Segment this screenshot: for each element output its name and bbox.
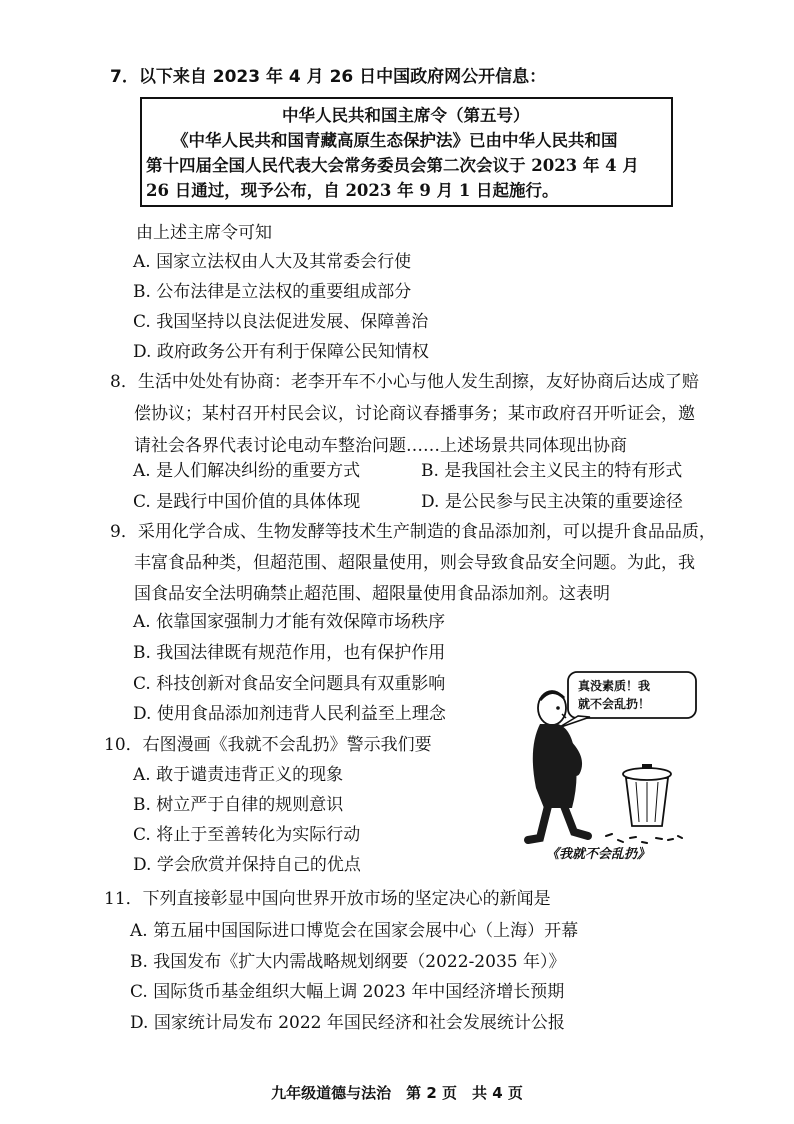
q10-option-c: C. 将止于至善转化为实际行动 — [133, 825, 361, 845]
q8-stem-1: 8．生活中处处有协商：老李开车不小心与他人发生刮擦，友好协商后达成了赔 — [110, 372, 699, 392]
cartoon-caption: 《我就不会乱扔》 — [546, 847, 651, 862]
q7-option-c: C. 我国坚持以良法促进发展、保障善治 — [133, 312, 429, 332]
speech-line-2: 就不会乱扔！ — [578, 697, 651, 711]
q9-option-a: A. 依靠国家强制力才能有效保障市场秩序 — [133, 612, 446, 632]
decree-line-3: 26 日通过，现予公布，自 2023 年 9 月 1 日起施行。 — [146, 181, 559, 200]
q7-option-a: A. 国家立法权由人大及其常委会行使 — [133, 252, 412, 272]
q8-stem-3: 请社会各界代表讨论电动车整治问题……上述场景共同体现出协商 — [134, 436, 627, 456]
q7-option-d: D. 政府政务公开有利于保障公民知情权 — [133, 342, 429, 362]
q9-stem-1: 9．采用化学合成、生物发酵等技术生产制造的食品添加剂，可以提升食品品质， — [110, 522, 716, 542]
q10-option-a: A. 敢于谴责违背正义的现象 — [133, 765, 344, 785]
speech-line-1: 真没素质！我 — [578, 679, 651, 693]
decree-title: 中华人民共和国主席令（第五号） — [282, 106, 530, 125]
q8-option-b: B. 是我国社会主义民主的特有形式 — [421, 461, 683, 481]
q9-stem-2: 丰富食品种类，但超范围、超限量使用，则会导致食品安全问题。为此，我 — [134, 553, 695, 573]
q8-option-c: C. 是践行中国价值的具体体现 — [133, 492, 361, 512]
q7-stem: 7．以下来自 2023 年 4 月 26 日中国政府网公开信息： — [110, 67, 547, 87]
decree-line-2: 第十四届全国人民代表大会常务委员会第二次会议于 2023 年 4 月 — [146, 156, 639, 175]
q10-stem: 10．右图漫画《我就不会乱扔》警示我们要 — [104, 735, 432, 755]
q11-option-b: B. 我国发布《扩大内需战略规划纲要（2022-2035 年）》 — [130, 952, 566, 972]
q10-option-d: D. 学会欣赏并保持自己的优点 — [133, 855, 361, 875]
q10-option-b: B. 树立严于自律的规则意识 — [133, 795, 344, 815]
q8-stem-2: 偿协议；某村召开村民会议，讨论商议春播事务；某市政府召开听证会，邀 — [134, 404, 695, 424]
page-footer: 九年级道德与法治 第 2 页 共 4 页 — [271, 1084, 523, 1102]
q9-stem-3: 国食品安全法明确禁止超范围、超限量使用食品添加剂。这表明 — [134, 584, 610, 604]
cartoon-illustration — [518, 668, 698, 864]
q11-option-a: A. 第五届中国国际进口博览会在国家会展中心（上海）开幕 — [130, 921, 579, 941]
q8-option-d: D. 是公民参与民主决策的重要途径 — [421, 492, 683, 512]
q11-stem: 11．下列直接彰显中国向世界开放市场的坚定决心的新闻是 — [104, 889, 551, 909]
q9-option-b: B. 我国法律既有规范作用，也有保护作用 — [133, 643, 446, 663]
q9-option-c: C. 科技创新对食品安全问题具有双重影响 — [133, 674, 446, 694]
q9-option-d: D. 使用食品添加剂违背人民利益至上理念 — [133, 704, 446, 724]
decree-line-1: 《中华人民共和国青藏高原生态保护法》已由中华人民共和国 — [172, 131, 618, 150]
q8-option-a: A. 是人们解决纠纷的重要方式 — [133, 461, 361, 481]
q11-option-c: C. 国际货币基金组织大幅上调 2023 年中国经济增长预期 — [130, 982, 565, 1002]
q7-lead: 由上述主席令可知 — [136, 223, 272, 243]
presidential-decree-box — [140, 97, 673, 207]
q7-option-b: B. 公布法律是立法权的重要组成部分 — [133, 282, 412, 302]
q11-option-d: D. 国家统计局发布 2022 年国民经济和社会发展统计公报 — [130, 1013, 565, 1033]
cartoon-drawing — [518, 668, 698, 864]
